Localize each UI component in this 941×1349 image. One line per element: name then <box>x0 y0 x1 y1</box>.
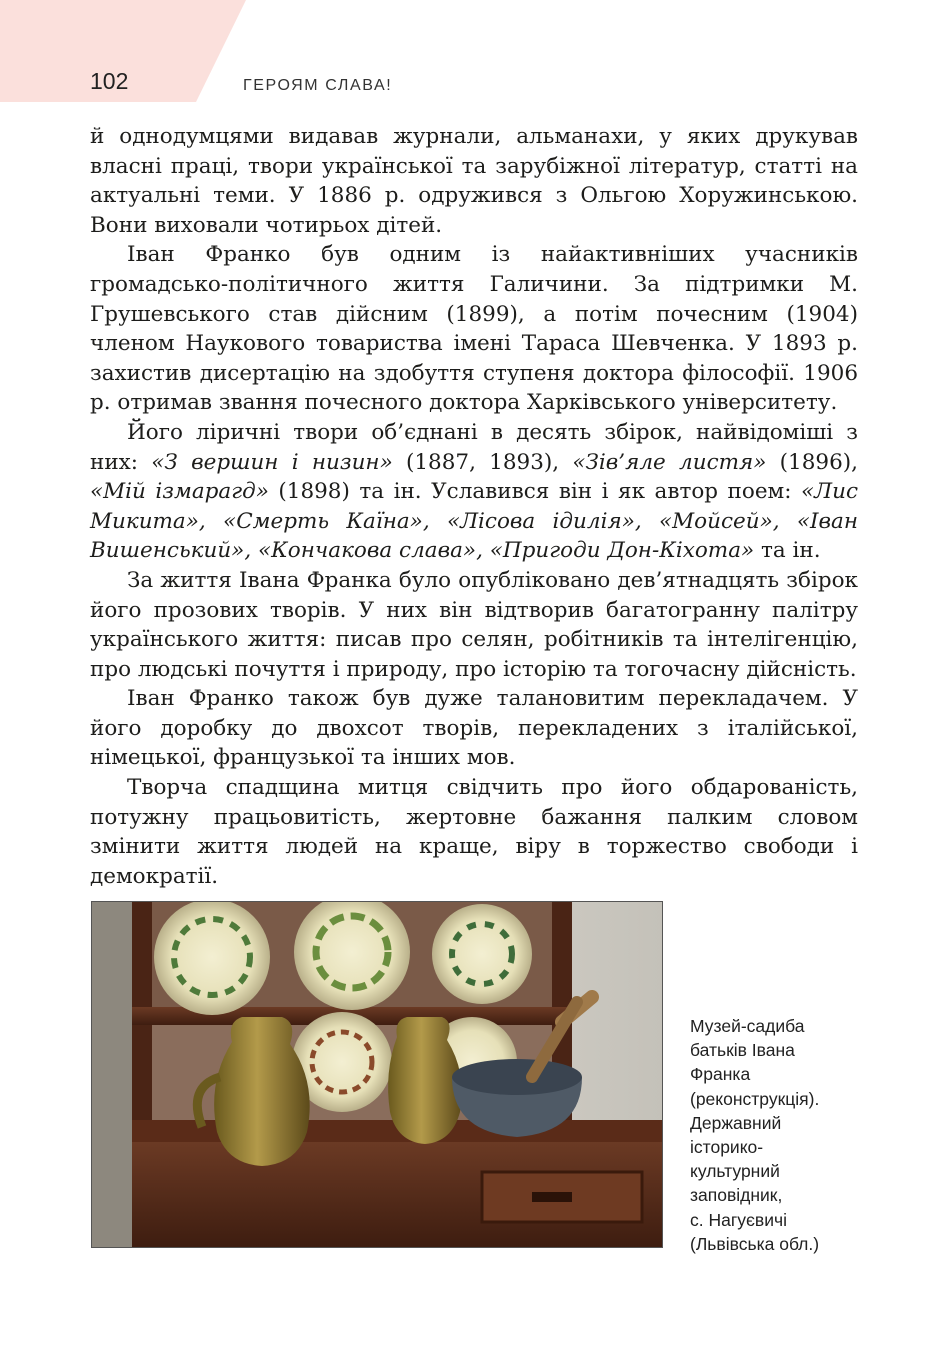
museum-photo-illustration <box>92 902 662 1247</box>
photo-caption <box>690 1014 890 1256</box>
p3-title-1: «З вершин і низин» <box>151 449 393 475</box>
p3-text-1: Його ліричні твори об’єднані в десять збірок, найвідоміші з них: <box>90 419 858 475</box>
page-number: 102 <box>90 68 129 94</box>
caption-line: заповідник, <box>690 1185 783 1206</box>
paragraph-3 <box>90 418 858 566</box>
running-title: ГЕРОЯМ СЛАВА! <box>243 77 393 94</box>
p3-poem-titles: «Лис Микита», «Смерть Каїна», «Лісова ідилія», «Мойсей», «Іван Вишенський», «Кончакова слава», «Пригоди Дон-Кіхота» <box>90 479 858 564</box>
paragraph-5: Іван Франко також був дуже талановитим перекладачем. У його доробку до двохсот творів, перекладених з італійської, німецької, французької та інших мов. <box>90 686 858 771</box>
caption-line: с. Нагуєвичі <box>690 1209 787 1230</box>
paragraph-6: Творча спадщина митця свідчить про його обдарованість, потужну працьовитість, жертовне бажання палким словом змінити життя людей на краще, віру в торжество свободи і демократії. <box>90 775 858 889</box>
caption-line: (реконструкція). <box>690 1088 820 1109</box>
p3-title-3: «Мій ізмарагд» <box>90 479 269 505</box>
caption-line: Музей-садиба <box>690 1016 805 1036</box>
caption-line: Державний <box>690 1112 782 1133</box>
museum-interior-photo <box>91 901 663 1248</box>
p3-text-3: (1896), <box>766 449 858 475</box>
p3-text-2: (1887, 1893), <box>392 449 573 475</box>
caption-line: батьків Івана <box>690 1040 795 1061</box>
main-text <box>90 122 858 891</box>
corner-tint-shape <box>0 0 941 110</box>
p3-text-5: та ін. <box>754 538 821 564</box>
p3-title-2: «Зів’яле листя» <box>572 449 767 475</box>
caption-line: Франка <box>690 1064 751 1085</box>
paragraph-2: Іван Франко був одним із найактивніших учасників громадсько-політичного життя Галичини. За підтримки М. Грушевського став дійсним (1899), а потім почесним (1904) членом Наукового товариства імені Тараса Шевченка. У 1893 р. захистив дисертацію на здобуття ступеня доктора філософії. 1906 р. отримав звання почесного доктора Харківського університету. <box>90 242 858 416</box>
caption-line: культурний <box>690 1161 780 1182</box>
p3-text-4: (1898) та ін. Уславився він і як автор поем: <box>268 479 802 505</box>
caption-line: (Львівська обл.) <box>690 1233 820 1254</box>
paragraph-1: й однодумцями видавав журнали, альманахи, у яких друкував власні праці, твори української та зарубіжної літератур, статті на актуальні теми. У 1886 р. одружився з Ольгою Хоружинською. Вони виховали чотирьох дітей. <box>90 124 858 238</box>
caption-line: історико- <box>690 1137 764 1158</box>
paragraph-4: За життя Івана Франка було опубліковано дев’ятнадцять збірок його прозових творів. У них він відтворив багатогранну палітру українського життя: писав про селян, робітників та інтелігенцію, про людські почуття і природу, про історію та тогочасну дійсність. <box>90 567 858 682</box>
